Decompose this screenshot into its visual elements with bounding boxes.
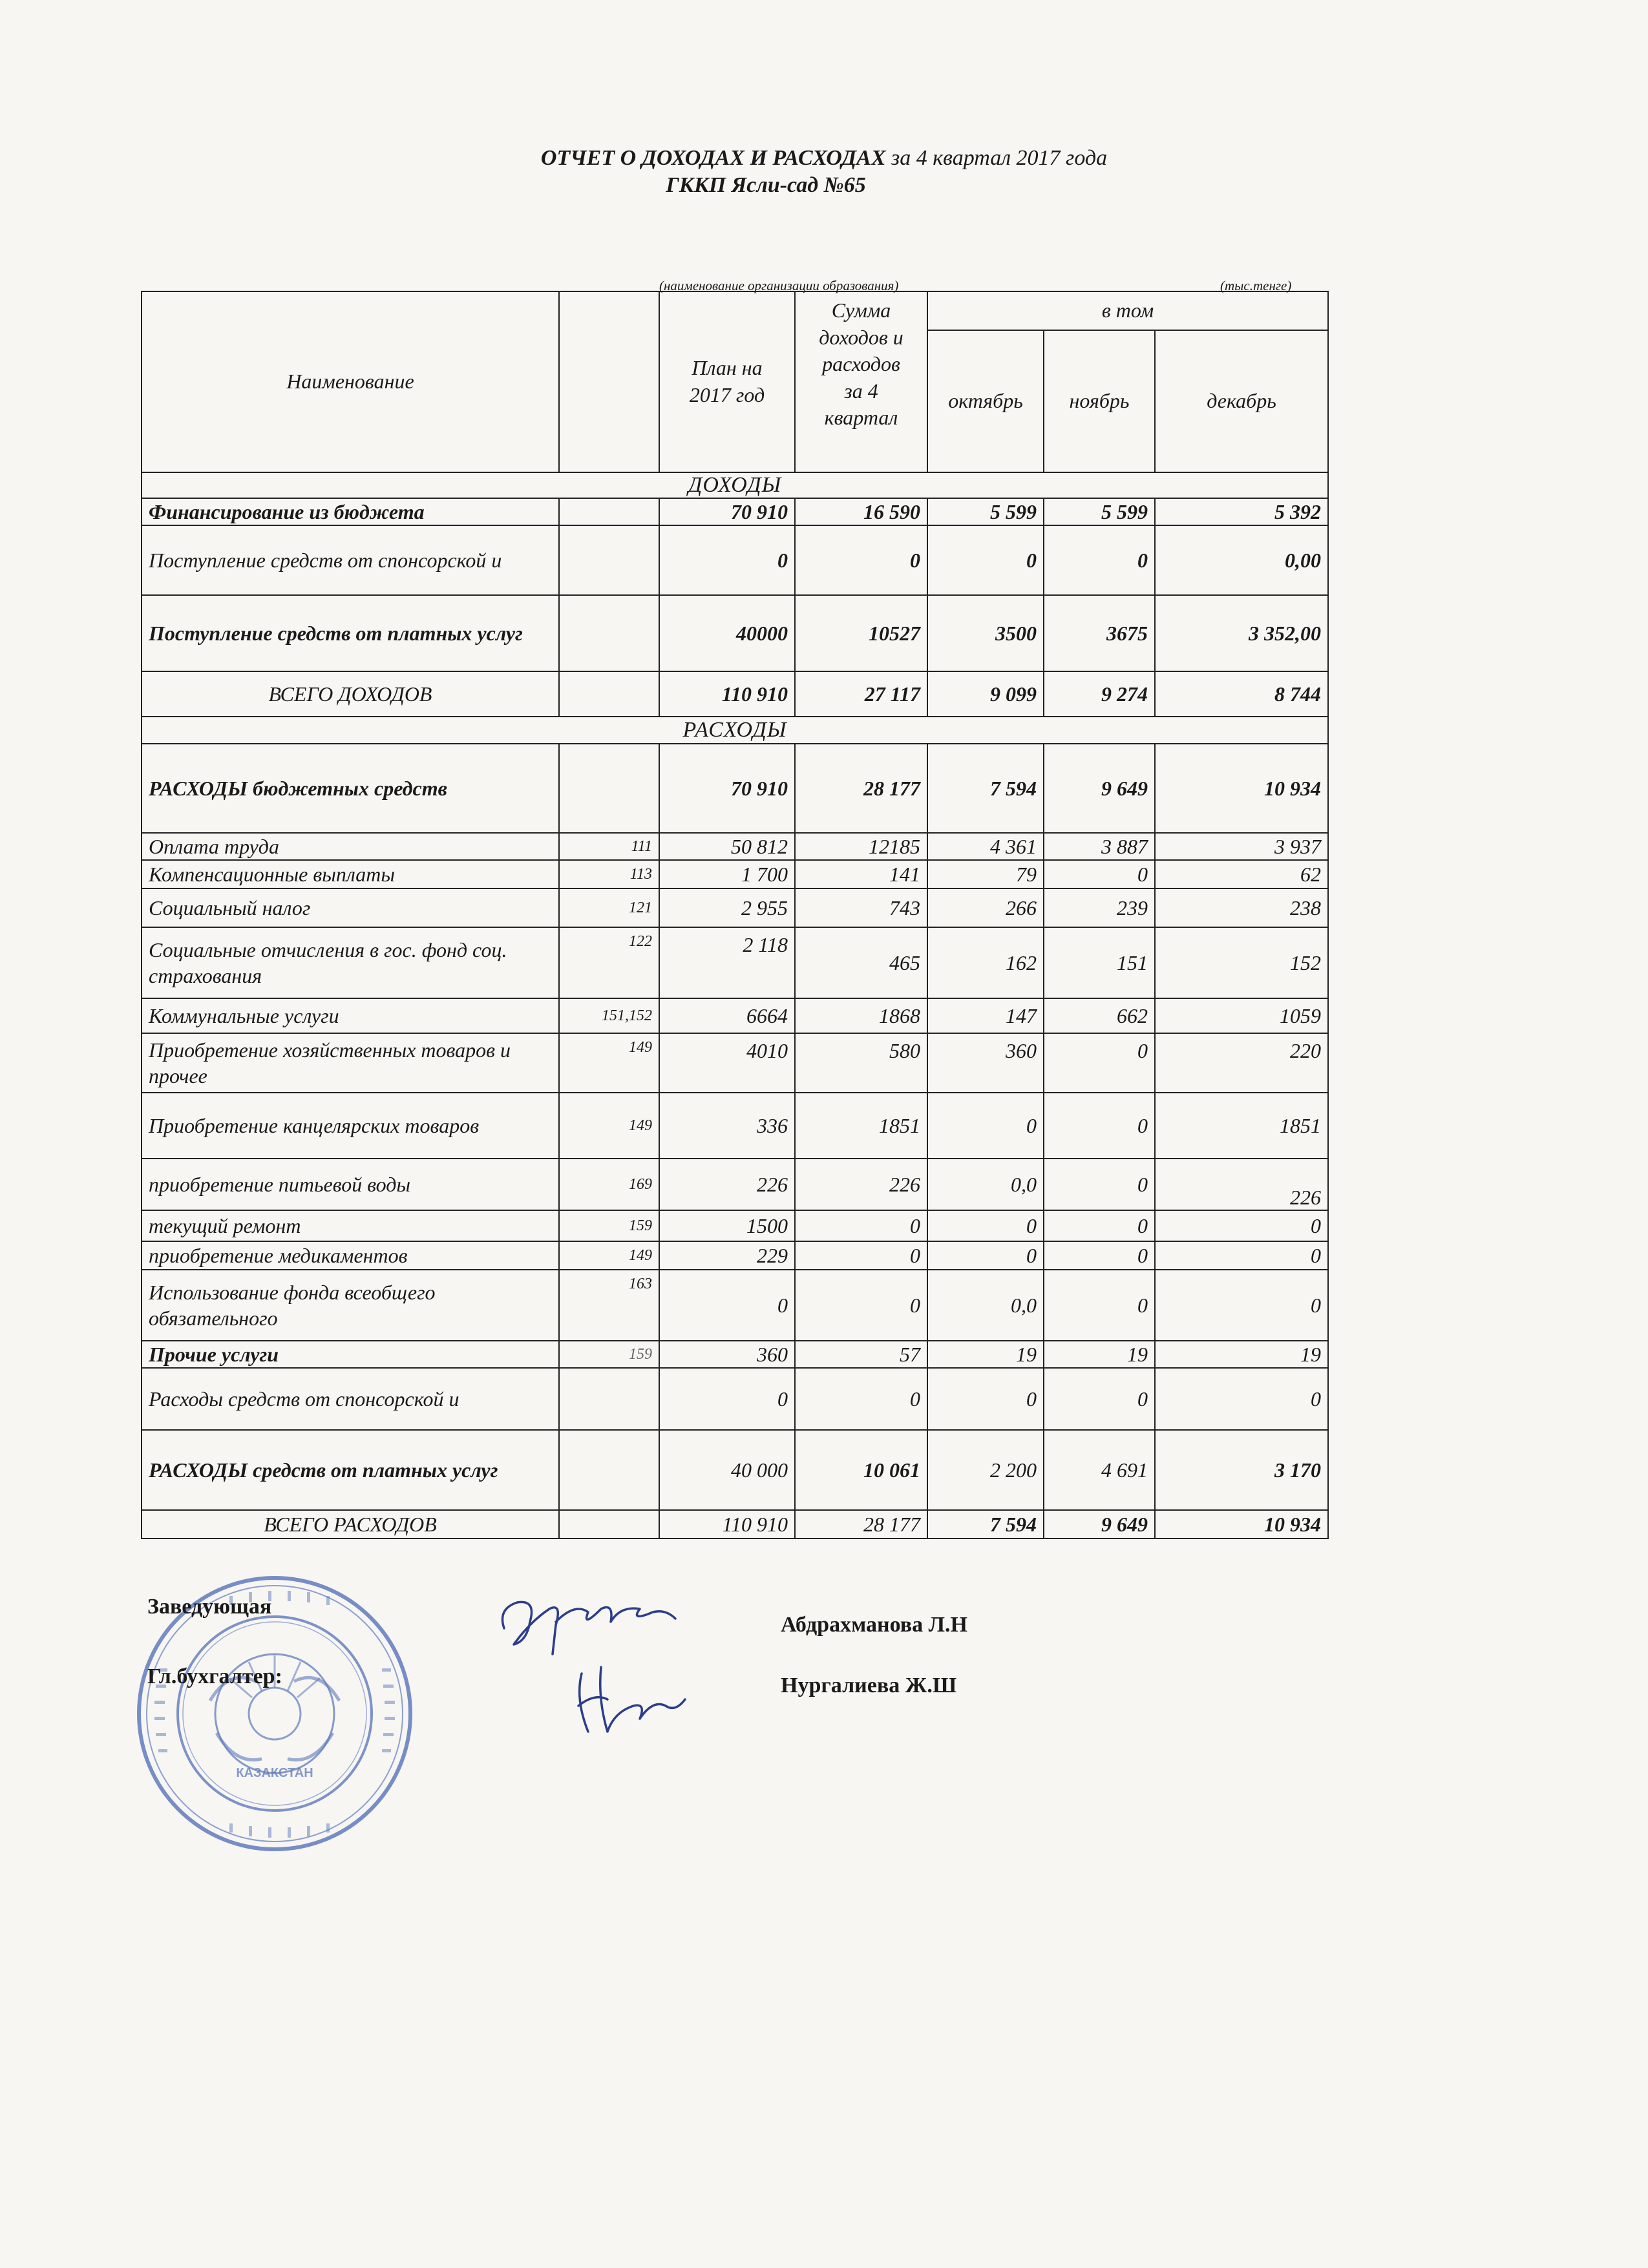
row-november: 0 [1044,1159,1155,1210]
row-october: 0 [927,1368,1044,1430]
row-quarter-sum: 226 [795,1159,927,1210]
row-quarter-sum: 0 [795,1241,927,1270]
row-code [559,595,659,671]
header-sum-line4: за 4 [844,379,878,403]
row-quarter-sum: 12185 [795,833,927,860]
row-october: 360 [927,1033,1044,1093]
row-october: 5 599 [927,498,1044,525]
row-december: 3 937 [1155,833,1328,860]
row-code [559,1510,659,1538]
table-row [142,525,1328,595]
row-plan: 2 955 [659,888,795,927]
row-december: 10 934 [1155,744,1328,833]
row-november: 0 [1044,1093,1155,1159]
income-expense-table [141,291,1329,1539]
row-code: 111 [559,833,659,860]
row-name: Использование фонда всеобщего обязательного [142,1270,559,1341]
income-total-december: 8 744 [1155,671,1328,717]
row-december: 152 [1155,927,1328,998]
row-november: 0 [1044,1241,1155,1270]
row-november: 151 [1044,927,1155,998]
row-quarter-sum: 141 [795,860,927,888]
row-code: 159 [559,1210,659,1241]
row-december: 226 [1155,1159,1328,1210]
row-december: 3 352,00 [1155,595,1328,671]
row-october: 2 200 [927,1430,1044,1510]
row-december: 1059 [1155,998,1328,1033]
expense-total-november: 9 649 [1044,1510,1155,1538]
director-role-label: Заведующая [147,1595,272,1619]
row-plan: 40 000 [659,1430,795,1510]
row-december: 238 [1155,888,1328,927]
expense-total-december: 10 934 [1155,1510,1328,1538]
row-name: Коммунальные услуги [142,998,559,1033]
row-plan: 40000 [659,595,795,671]
row-november: 3 887 [1044,833,1155,860]
row-november: 239 [1044,888,1155,927]
header-group: в том [927,291,1328,330]
report-title-period: за 4 квартал 2017 года [885,146,1108,170]
row-name: текущий ремонт [142,1210,559,1241]
table-row [142,888,1328,927]
row-october: 7 594 [927,744,1044,833]
row-october: 162 [927,927,1044,998]
row-code [559,1430,659,1510]
row-plan: 2 118 [659,927,795,998]
row-october: 0,0 [927,1159,1044,1210]
header-sum-line5: квартал [824,406,898,430]
row-name: Расходы средств от спонсорской и [142,1368,559,1430]
director-signature [491,1583,685,1667]
row-quarter-sum: 0 [795,1368,927,1430]
row-code: 149 [559,1241,659,1270]
row-name: Приобретение канцелярских товаров [142,1093,559,1159]
seal-center-text: КАЗАКСТАН [236,1766,313,1780]
expense-total-label: ВСЕГО РАСХОДОВ [142,1510,559,1538]
income-total-label: ВСЕГО ДОХОДОВ [142,671,559,717]
header-plan-line2: 2017 год [689,383,765,406]
row-december: 0 [1155,1241,1328,1270]
income-section-header: ДОХОДЫ [142,472,1328,498]
row-code [559,498,659,525]
table-row [142,1241,1328,1270]
row-november: 9 649 [1044,744,1155,833]
row-october: 79 [927,860,1044,888]
header-november: ноябрь [1044,330,1155,472]
units-caption: (тыс.тенге) [1220,278,1292,293]
table-row [142,1093,1328,1159]
row-code: 149 [559,1033,659,1093]
header-plan [659,291,795,472]
row-code [559,525,659,595]
report-title-main: ОТЧЕТ О ДОХОДАХ И РАСХОДАХ [540,146,886,170]
table-row [142,595,1328,671]
row-quarter-sum: 16 590 [795,498,927,525]
row-name: приобретение медикаментов [142,1241,559,1270]
row-plan: 0 [659,1368,795,1430]
table-row [142,833,1328,860]
accountant-role-label: Гл.бухгалтер: [147,1664,282,1688]
row-code [559,1368,659,1430]
expense-total-plan: 110 910 [659,1510,795,1538]
table-row [142,860,1328,888]
row-code: 149 [559,1093,659,1159]
row-december: 0,00 [1155,525,1328,595]
table-row [142,1430,1328,1510]
row-code [559,671,659,717]
director-name: Абдрахманова Л.Н [781,1613,967,1637]
row-plan: 0 [659,525,795,595]
row-december: 62 [1155,860,1328,888]
row-quarter-sum: 10 061 [795,1430,927,1510]
row-name: РАСХОДЫ бюджетных средств [142,744,559,833]
row-name: РАСХОДЫ средств от платных услуг [142,1430,559,1510]
table-row [142,927,1328,998]
row-name: Финансирование из бюджета [142,498,559,525]
row-november: 19 [1044,1341,1155,1368]
row-name: Компенсационные выплаты [142,860,559,888]
income-total-october: 9 099 [927,671,1044,717]
row-plan: 70 910 [659,498,795,525]
expense-section-header: РАСХОДЫ [142,717,1328,744]
header-quarter-sum [795,291,927,472]
row-plan: 226 [659,1159,795,1210]
row-december: 0 [1155,1368,1328,1430]
expense-total-row [142,1510,1328,1538]
income-total-quarter-sum: 27 117 [795,671,927,717]
row-october: 19 [927,1341,1044,1368]
row-quarter-sum: 1868 [795,998,927,1033]
row-plan: 360 [659,1341,795,1368]
header-december: декабрь [1155,330,1328,472]
row-quarter-sum: 0 [795,525,927,595]
table-row [142,1368,1328,1430]
row-quarter-sum: 0 [795,1210,927,1241]
row-december: 1851 [1155,1093,1328,1159]
row-code: 121 [559,888,659,927]
row-code: 151,152 [559,998,659,1033]
row-name: Прочие услуги [142,1341,559,1368]
row-november: 3675 [1044,595,1155,671]
row-october: 3500 [927,595,1044,671]
row-october: 266 [927,888,1044,927]
income-total-row [142,671,1328,717]
row-october: 0 [927,1210,1044,1241]
row-plan: 1500 [659,1210,795,1241]
table-row [142,1033,1328,1093]
row-december: 0 [1155,1210,1328,1241]
row-name: Социальный налог [142,888,559,927]
row-plan: 1 700 [659,860,795,888]
row-code [559,744,659,833]
row-quarter-sum: 580 [795,1033,927,1093]
row-name: Поступление средств от платных услуг [142,595,559,671]
table-row [142,1159,1328,1210]
row-november: 0 [1044,1210,1155,1241]
row-quarter-sum: 1851 [795,1093,927,1159]
row-code: 163 [559,1270,659,1341]
row-plan: 229 [659,1241,795,1270]
row-quarter-sum: 57 [795,1341,927,1368]
row-name: Оплата труда [142,833,559,860]
row-october: 147 [927,998,1044,1033]
row-december: 5 392 [1155,498,1328,525]
row-november: 662 [1044,998,1155,1033]
row-november: 0 [1044,860,1155,888]
table-row [142,1341,1328,1368]
row-november: 5 599 [1044,498,1155,525]
row-december: 3 170 [1155,1430,1328,1510]
row-plan: 4010 [659,1033,795,1093]
row-october: 0 [927,525,1044,595]
row-name: Приобретение хозяйственных товаров и прочее [142,1033,559,1093]
income-total-plan: 110 910 [659,671,795,717]
income-total-november: 9 274 [1044,671,1155,717]
expense-total-quarter-sum: 28 177 [795,1510,927,1538]
row-november: 4 691 [1044,1430,1155,1510]
row-december: 0 [1155,1270,1328,1341]
row-december: 220 [1155,1033,1328,1093]
header-october: октябрь [927,330,1044,472]
report-title [0,146,1648,171]
row-plan: 336 [659,1093,795,1159]
row-plan: 6664 [659,998,795,1033]
accountant-signature [562,1661,692,1745]
row-name: Социальные отчисления в гос. фонд соц. страхования [142,927,559,998]
org-caption: (наименование организации образования) [659,278,899,293]
row-november: 0 [1044,1033,1155,1093]
row-name: Поступление средств от спонсорской и [142,525,559,595]
row-quarter-sum: 743 [795,888,927,927]
row-october: 0,0 [927,1270,1044,1341]
row-quarter-sum: 0 [795,1270,927,1341]
header-name: Наименование [142,291,559,472]
row-code: 169 [559,1159,659,1210]
row-code: 122 [559,927,659,998]
header-sum-line2: доходов и [819,325,903,349]
row-code: 113 [559,860,659,888]
header-sum-line1: Сумма [831,299,891,322]
row-november: 0 [1044,1368,1155,1430]
header-code [559,291,659,472]
table-row [142,744,1328,833]
row-quarter-sum: 28 177 [795,744,927,833]
table-row [142,498,1328,525]
row-name: приобретение питьевой воды [142,1159,559,1210]
expense-total-october: 7 594 [927,1510,1044,1538]
report-subtitle: ГККП Ясли-сад №65 [666,173,866,197]
table-row [142,1210,1328,1241]
row-plan: 70 910 [659,744,795,833]
row-code: 159 [559,1341,659,1368]
accountant-name: Нургалиева Ж.Ш [781,1674,957,1697]
row-november: 0 [1044,525,1155,595]
row-quarter-sum: 465 [795,927,927,998]
row-october: 4 361 [927,833,1044,860]
header-plan-line1: План на [692,356,763,380]
header-sum-line3: расходов [822,352,900,376]
row-october: 0 [927,1093,1044,1159]
row-october: 0 [927,1241,1044,1270]
row-plan: 50 812 [659,833,795,860]
table-row [142,1270,1328,1341]
row-plan: 0 [659,1270,795,1341]
table-row [142,998,1328,1033]
row-november: 0 [1044,1270,1155,1341]
row-december: 19 [1155,1341,1328,1368]
row-quarter-sum: 10527 [795,595,927,671]
